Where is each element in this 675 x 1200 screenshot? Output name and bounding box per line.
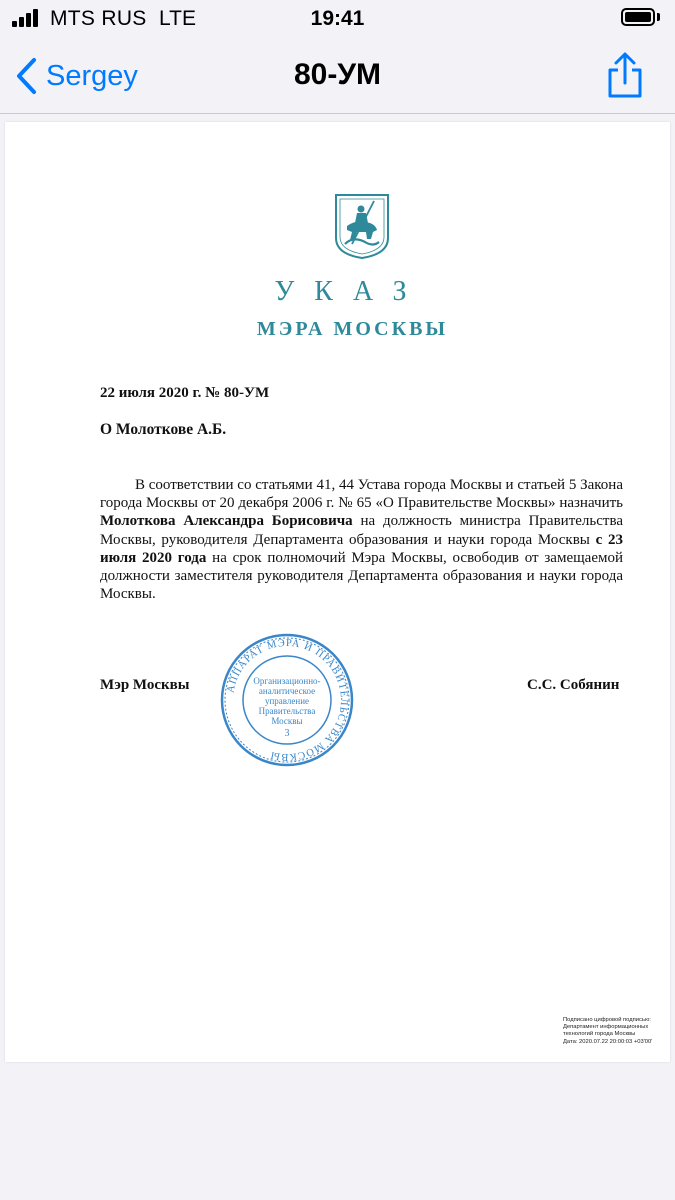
e-signature-line-2: Департамент информационных (563, 1024, 649, 1031)
back-button-label: Sergey (46, 59, 138, 92)
page-title: 80-УМ (293, 58, 381, 91)
e-signature-line-3: технологий города Москвы (563, 1031, 636, 1038)
signer-role: Мэр Москвы (100, 677, 190, 693)
e-signature-line-1: Подписано цифровой подписью: (563, 1017, 651, 1023)
decree-date-number: 22 июля 2020 г. № 80-УМ (100, 385, 270, 401)
battery-nub (657, 13, 660, 21)
carrier-name: MTS RUS (50, 7, 147, 30)
decree-title: УКАЗ (274, 276, 427, 307)
official-stamp (219, 632, 355, 768)
stamp-line-4: Правительства (258, 706, 316, 716)
e-signature-line-4: Дата: 2020.07.22 20:00:03 +03'00' (563, 1038, 653, 1045)
signer-name: С.С. Собянин (527, 677, 620, 693)
stamp-line-5: Москвы (271, 716, 303, 726)
decree-body (100, 476, 623, 603)
navigation-bar (0, 38, 675, 114)
share-icon[interactable] (604, 52, 646, 100)
document-page[interactable] (5, 122, 670, 1062)
decree-subject: О Молоткове А.Б. (100, 421, 227, 438)
battery-icon (621, 8, 655, 26)
stamp-line-3: управление (264, 696, 310, 706)
decree-body-part3: на срок полномочий Мэра Москвы, освободив от замещаемой должности заместителя руководителя Департамента образования и науки города Москвы. (100, 549, 624, 603)
stamp-number: 3 (284, 728, 290, 739)
digital-signature-block (563, 1017, 665, 1046)
appointee-name: Молоткова Александра Борисовича (100, 513, 353, 530)
stamp-line-1: Организационно- (253, 676, 321, 686)
status-bar (0, 0, 675, 38)
status-time: 19:41 (310, 7, 365, 30)
moscow-coat-of-arms-icon (333, 192, 391, 260)
stamp-line-2: аналитическое (258, 686, 316, 696)
network-type: LTE (159, 7, 196, 30)
decree-body-part1: В соответствии со статьями 41, 44 Устава города Москвы и статьей 5 Закона города Москвы от 20 декабря 2006 г. № 65 «О Правительстве Москвы» назначить (100, 477, 623, 512)
stamp-ring-text: АППАРАТ МЭРА И ПРАВИТЕЛЬСТВА МОСКВЫ (225, 637, 350, 763)
decree-issuer: МЭРА МОСКВЫ (256, 318, 449, 340)
effective-date: с 23 июля 2020 года (100, 531, 623, 566)
decree-body-part2: на должность министра Правительства Москвы, руководителя Департамента образования и науки города Москвы (100, 513, 623, 548)
